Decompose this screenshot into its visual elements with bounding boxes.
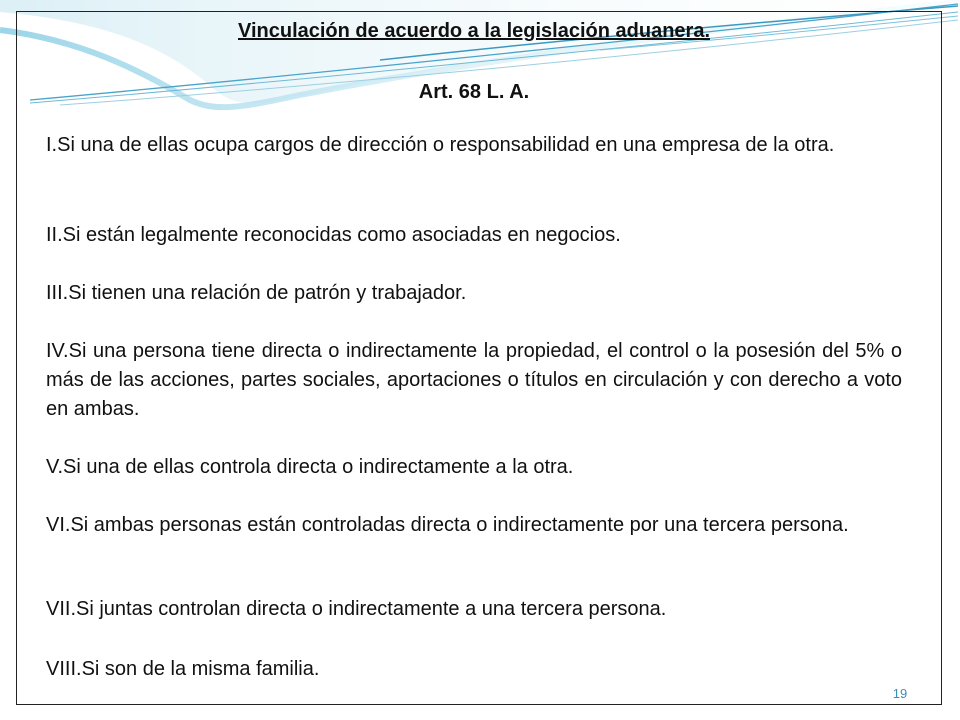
clause-v: V.Si una de ellas controla directa o indirectamente a la otra. — [46, 456, 574, 478]
article-reference: Art. 68 L. A. — [418, 81, 530, 103]
page-number: 19 — [892, 686, 908, 701]
clause-iii: III.Si tienen una relación de patrón y trabajador. — [46, 282, 467, 304]
slide-title: Vinculación de acuerdo a la legislación aduanera. — [237, 20, 711, 42]
clause-viii: VIII.Si son de la misma familia. — [46, 658, 320, 680]
clause-vi: VI.Si ambas personas están controladas directa o indirectamente por una tercera persona. — [46, 514, 849, 536]
clause-vii: VII.Si juntas controlan directa o indirectamente a una tercera persona. — [46, 598, 667, 620]
clause-i: I.Si una de ellas ocupa cargos de dirección o responsabilidad en una empresa de la otra. — [46, 134, 835, 156]
clause-ii: II.Si están legalmente reconocidas como asociadas en negocios. — [46, 224, 621, 246]
clause-iv: IV.Si una persona tiene directa o indirectamente la propiedad, el control o la posesión del 5% o más de las acciones, partes sociales, aportaciones o títulos en circulación y con derecho a voto en ambas. — [46, 340, 902, 420]
